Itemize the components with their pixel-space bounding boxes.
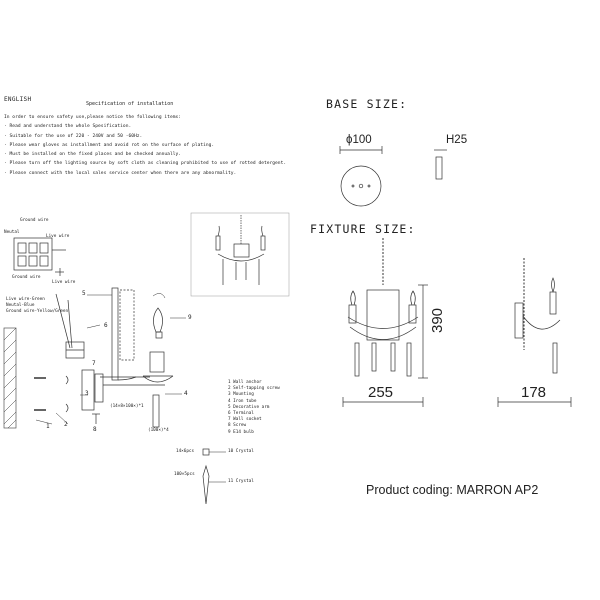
callout-8: 8	[93, 426, 97, 433]
fixture-width-value: 255	[368, 384, 394, 401]
callout-9: 9	[188, 314, 192, 321]
parts-list	[228, 380, 280, 436]
spec-item: · Please connect with the local sales service center when there are any abnormality.	[4, 170, 237, 176]
ground-wire-label-bottom: Ground wire	[12, 275, 41, 280]
fixture-height-value: 390	[429, 307, 446, 333]
callout-6: 6	[104, 322, 108, 329]
wire-legend-item: Live wire-Green	[6, 297, 45, 302]
ground-wire-label-top: Ground wire	[20, 218, 49, 223]
crystal-drop-note: (100×)*4	[148, 428, 169, 433]
parts-item: 7 Wall socket	[228, 417, 262, 423]
base-plate-top-view	[341, 166, 381, 206]
spec-item: · Read and understand the whole Spesification.	[4, 124, 132, 130]
language-label: ENGLISH	[4, 96, 32, 103]
callout-7: 7	[92, 360, 96, 367]
callout-4: 4	[184, 390, 188, 397]
wire-legend-item: Neutal-Blue	[6, 303, 35, 309]
parts-item: 2 Self-tapping screw	[228, 386, 280, 392]
base-height-value: H25	[446, 134, 468, 146]
parts-item: 1 Wall anchor	[228, 380, 262, 385]
spec-item: In order to ensure safety use,please notice the following items:	[4, 115, 182, 120]
crystal-11-size: 100×5pcs	[174, 472, 195, 477]
parts-item: 3 Mounting	[228, 392, 254, 398]
live-wire-label-top: Live wire	[46, 234, 70, 239]
product-thumbnail	[191, 213, 289, 296]
parts-item: 9 E14 bulb	[228, 429, 254, 435]
rod-dimension-note: (14×8×100×)*1	[110, 404, 144, 409]
live-wire-label-bottom: Live wire	[52, 280, 76, 285]
spec-item: · Suitable for the use of 220 - 240V and 50 -60Hz.	[4, 133, 143, 139]
crystal-10-size: 14×6pcs	[176, 449, 195, 454]
base-size-title: BASE SIZE:	[326, 97, 408, 111]
base-drawing	[340, 146, 447, 206]
parts-item: 4 Iron tube	[228, 398, 257, 404]
spec-title: Specification of installation	[86, 101, 174, 107]
spec-item: · Please turn off the lighting source by soft cloth as cleaning prohibited to use of rotted detergent.	[4, 161, 287, 167]
callout-1: 1	[46, 423, 50, 430]
callout-2: 2	[64, 421, 68, 428]
callout-5: 5	[82, 290, 86, 297]
wiring-diagram	[14, 238, 72, 348]
wire-color-legend	[6, 297, 68, 316]
crystal-11-label: 11 Crystal	[228, 479, 254, 484]
callout-3: 3	[85, 390, 89, 397]
fixture-depth-value: 178	[521, 384, 547, 401]
fixture-front-view	[343, 238, 428, 407]
parts-item: 6 Terminal	[228, 411, 254, 417]
spec-item: · Must be installed on the fixed places and be checked annually.	[4, 152, 182, 158]
base-plate-side-view	[436, 157, 442, 179]
parts-item: 8 Screw	[228, 423, 247, 429]
parts-item: 5 Decorative arm	[228, 404, 270, 410]
fixture-size-title: FIXTURE SIZE:	[310, 222, 416, 236]
wire-legend-item: Ground wire-Yellow/Green	[6, 309, 69, 315]
base-diameter-value: ϕ100	[346, 134, 372, 146]
spec-item: · Please wear gloves as installment and avoid rot on the surface of plating.	[4, 142, 215, 148]
neutral-label: Neutal	[4, 230, 20, 235]
crystal-10-label: 10 Crystal	[228, 449, 254, 454]
product-coding: Product coding: MARRON AP2	[366, 483, 539, 497]
